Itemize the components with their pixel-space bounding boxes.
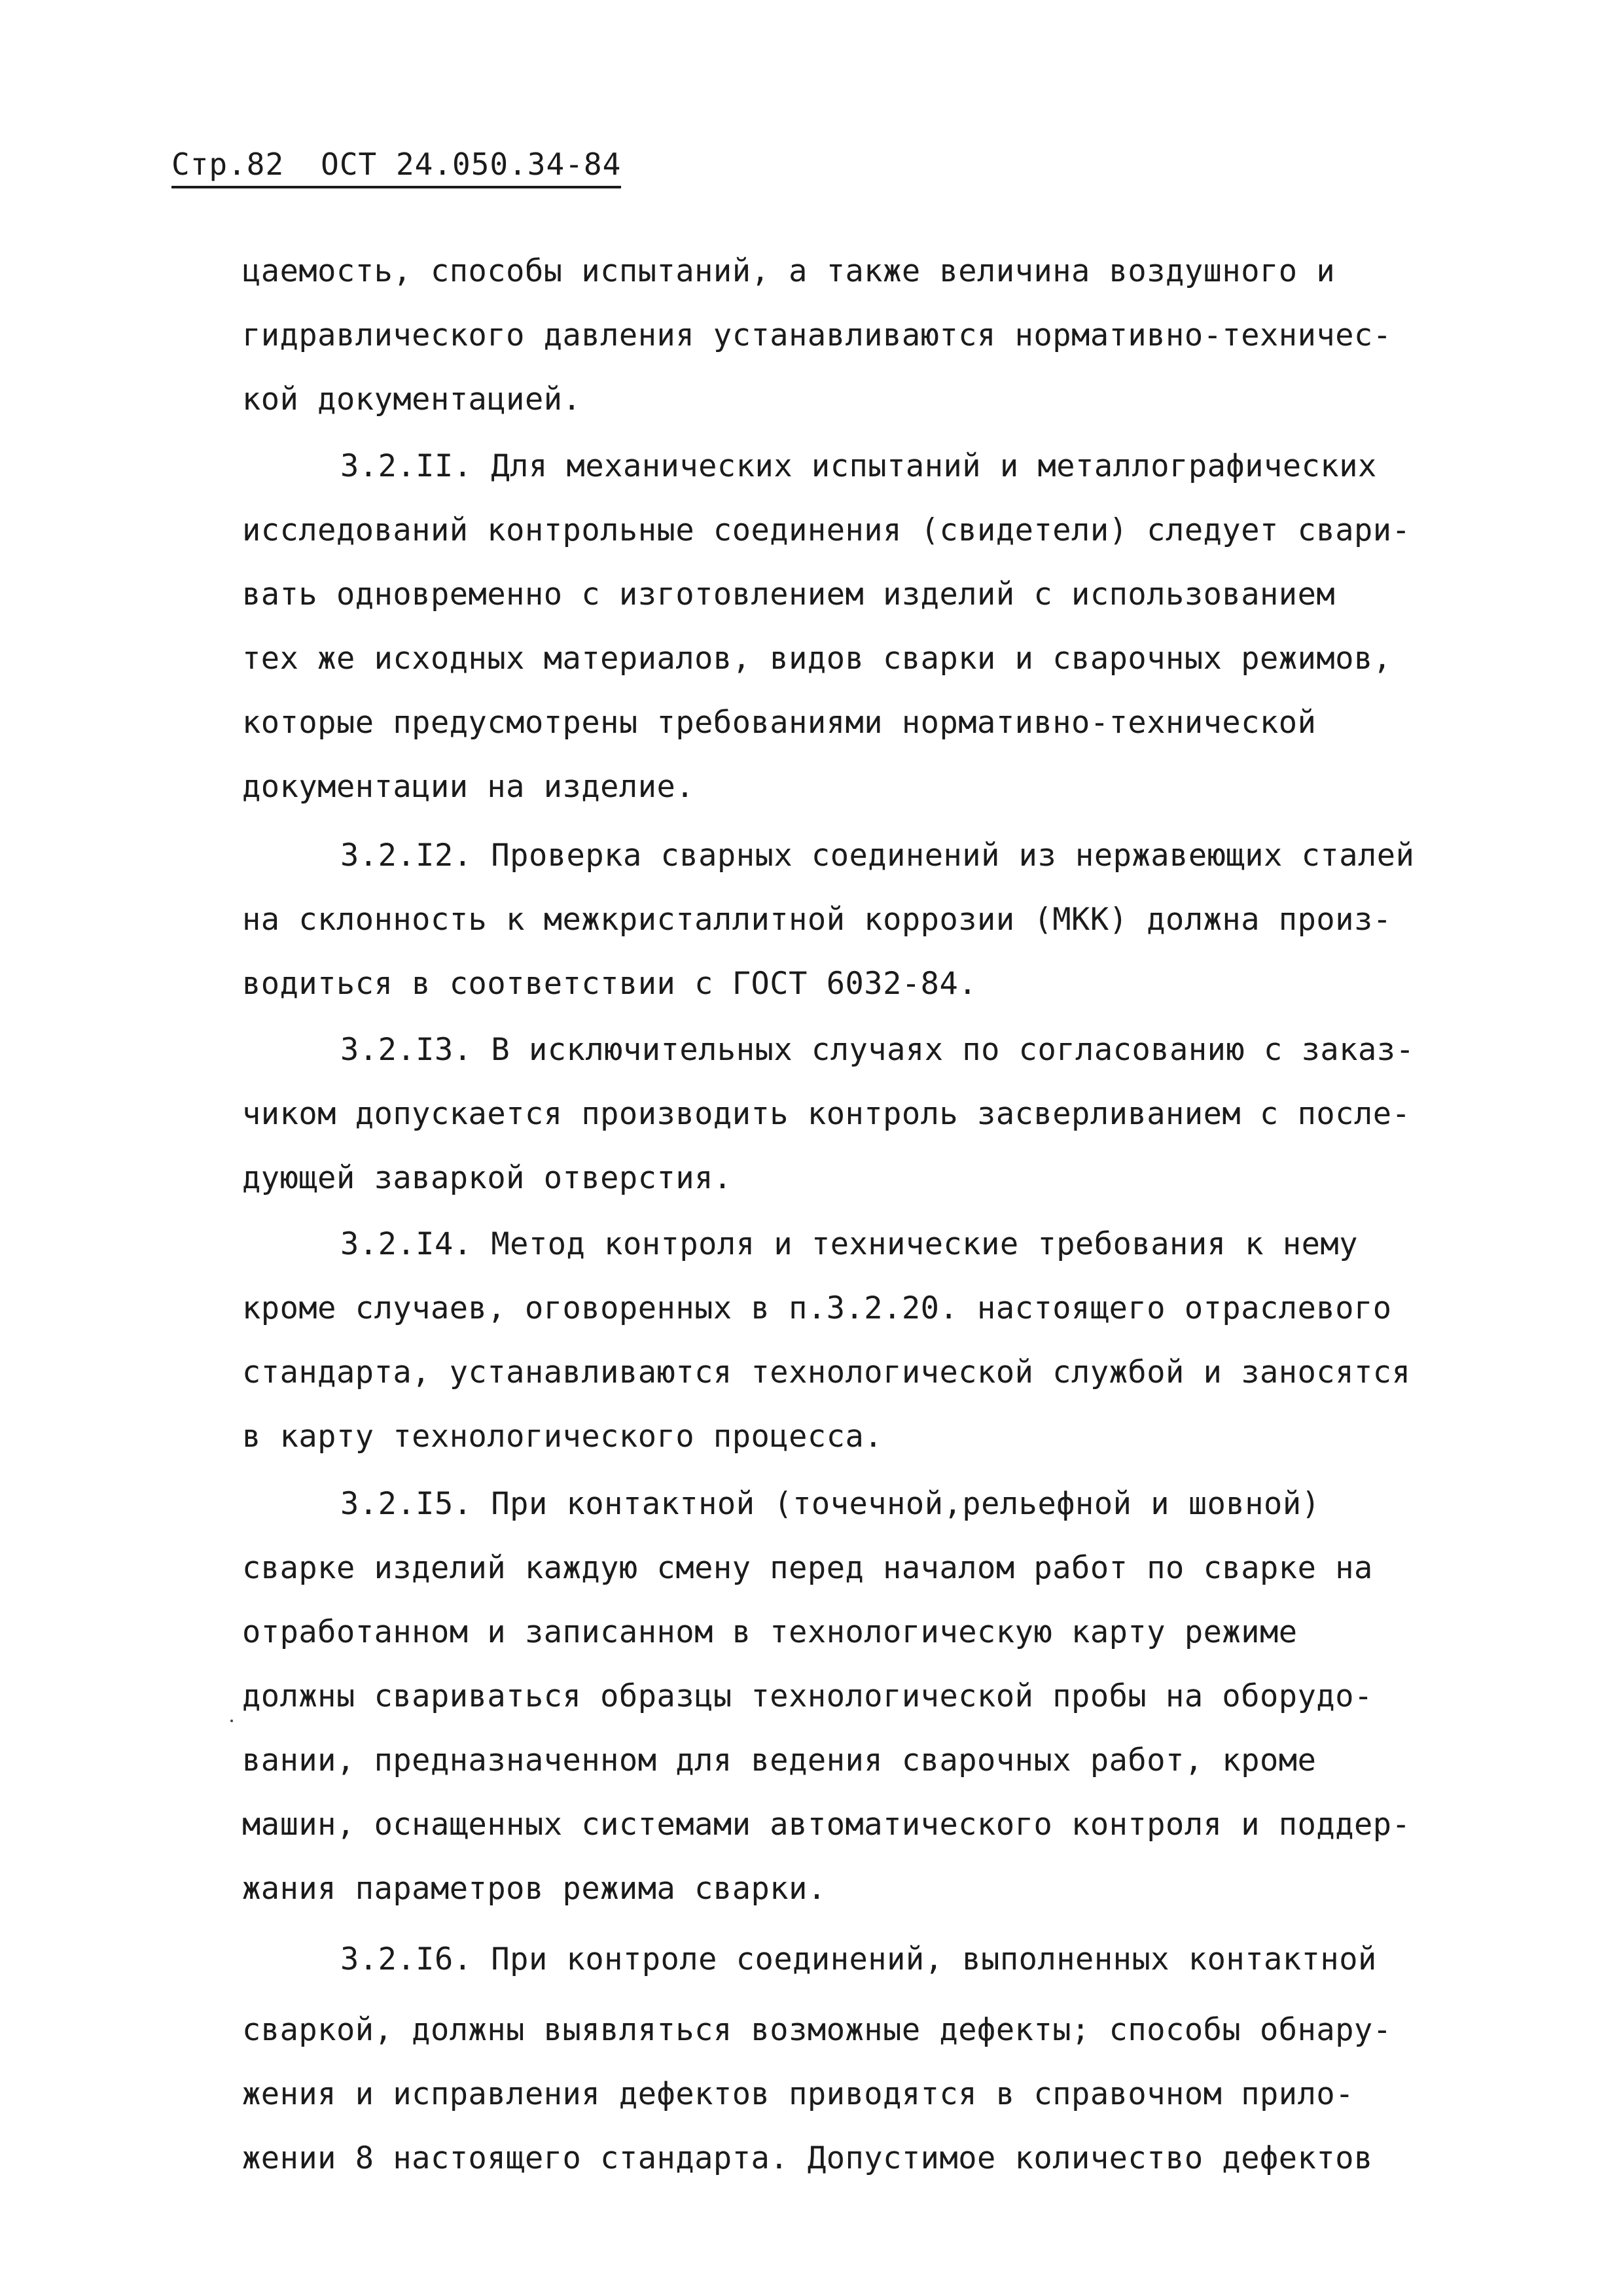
paragraph-3-2-13-start: 3.2.I3. В исключительных случаях по согласованию с заказ-	[340, 1032, 1415, 1068]
text-line: кой документацией.	[242, 381, 582, 417]
text-line: жения и исправления дефектов приводятся в справочном прило-	[242, 2076, 1354, 2112]
text-line: стандарта, устанавливаются технологической службой и заносятся	[242, 1354, 1411, 1390]
text-line: документации на изделие.	[242, 769, 695, 805]
text-line: исследований контрольные соединения (свидетели) следует свари-	[242, 512, 1411, 548]
text-line: машин, оснащенных системами автоматического контроля и поддер-	[242, 1807, 1411, 1843]
text-line: водиться в соответствии с ГОСТ 6032-84.	[242, 966, 978, 1002]
text-line: кроме случаев, оговоренных в п.3.2.20. настоящего отраслевого	[242, 1290, 1392, 1326]
text-line: вать одновременно с изготовлением изделий с использованием	[242, 576, 1336, 612]
text-line: тех же исходных материалов, видов сварки и сварочных режимов,	[242, 641, 1392, 677]
text-line: отработанном и записанном в технологическую карту режиме	[242, 1614, 1298, 1650]
text-line: дующей заваркой отверстия.	[242, 1160, 732, 1196]
page-number: 82	[246, 147, 285, 182]
standard-designation: ОСТ 24.050.34-84	[321, 147, 622, 182]
text-line: которые предусмотрены требованиями нормативно-технической	[242, 705, 1317, 741]
paragraph-3-2-14-start: 3.2.I4. Метод контроля и технические требования к нему	[340, 1226, 1359, 1262]
text-line: на склонность к межкристаллитной коррозии (МКК) должна произ-	[242, 902, 1392, 938]
text-line: гидравлического давления устанавливаются нормативно-техничес-	[242, 317, 1392, 353]
text-line: сваркой, должны выявляться возможные дефекты; способы обнару-	[242, 2012, 1392, 2048]
paragraph-3-2-16-start: 3.2.I6. При контроле соединений, выполненных контактной	[340, 1941, 1377, 1977]
text-line: вании, предназначенном для ведения сварочных работ, кроме	[242, 1742, 1317, 1778]
text-line: сварке изделий каждую смену перед началом работ по сварке на	[242, 1550, 1373, 1586]
paragraph-3-2-12-start: 3.2.I2. Проверка сварных соединений из нержавеющих сталей	[340, 838, 1415, 874]
page-header	[171, 145, 621, 188]
paragraph-3-2-15-start: 3.2.I5. При контактной (точечной,рельефной и шовной)	[340, 1486, 1321, 1522]
text-line: жания параметров режима сварки.	[242, 1871, 827, 1907]
text-line: чиком допускается производить контроль засверливанием с после-	[242, 1096, 1411, 1132]
text-line: должны свариваться образцы технологической пробы на оборудо-	[242, 1678, 1373, 1714]
text-line: жении 8 настоящего стандарта. Допустимое количество дефектов	[242, 2140, 1373, 2176]
page-label: Стр.	[171, 147, 247, 182]
scan-speck	[230, 1720, 233, 1722]
text-line: в карту технологического процесса.	[242, 1419, 883, 1455]
text-line: цаемость, способы испытаний, а также величина воздушного и	[242, 253, 1336, 289]
paragraph-3-2-11-start: 3.2.II. Для механических испытаний и металлографических	[340, 448, 1377, 484]
